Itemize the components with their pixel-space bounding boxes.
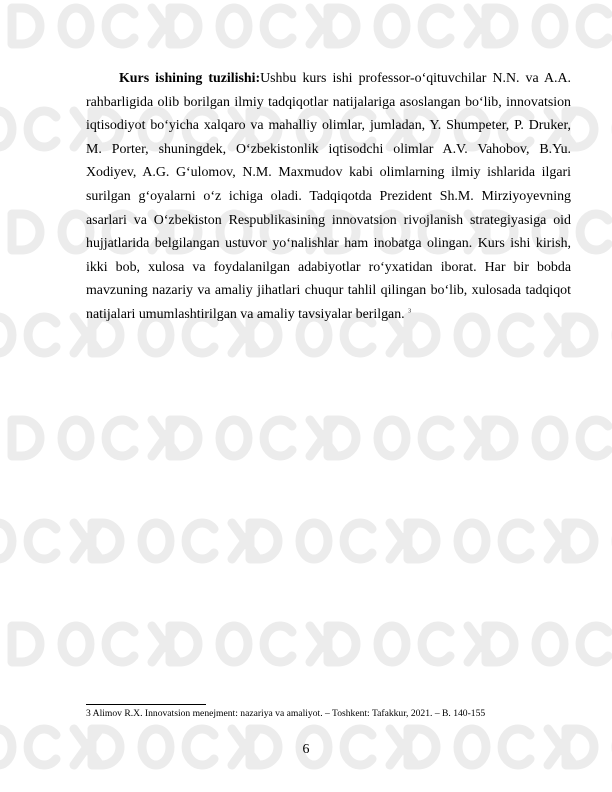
footnote-reference: 3 — [408, 308, 412, 315]
watermark-glyph — [328, 8, 494, 44]
watermark-glyph — [566, 523, 612, 559]
watermark-glyph — [328, 420, 494, 456]
watermark-glyph — [0, 111, 100, 147]
paragraph-text: Ushbu kurs ishi professor-o‘qituvchilar N.N. va A.A. rahbarligida olib borilgan ilmiy tadqiqotlar natijalariga asoslangan bo‘lib, innovatsion iqtisodiyot bo‘yicha xalqaro va mahalliy olimlar, jumladan, Y. Shumpeter, P. Druker, M. Porter, shuningdek, O‘zbekistonlik iqtisodchi olimlar A.V. Vahobov, B.Yu. Xodiyev, A.G. G‘ulomov, N.M. Maxmudov kabi olimlarning ilmiy ishlarida ilgari surilgan g‘oyalarni o‘z ichiga oladi. Tadqiqotda Prezident Sh.M. Mirziyoyevning asarlari va O‘zbekiston Respublikasining innovatsion rivojlanish strategiyasiga oid hujjatlarida belgilangan ustuvor yo‘nalishlar ham inobatga olingan. Kurs ishi kirish, ikki bob, xulosa va foydalanilgan adabiyotlar ro‘yxatidan iborat. Har bir bobda mavzuning nazariy va amaliy jihatlari chuqur tahlil qilingan bo‘lib, xulosada tadqiqot natijalari umumlashtirilgan va amaliy tavsiyalar berilgan. — [86, 71, 571, 322]
watermark-glyph — [0, 317, 100, 353]
paragraph-lead-heading: Kurs ishining tuzilishi: — [119, 71, 261, 86]
watermark-glyph — [170, 626, 336, 662]
watermark-glyph — [250, 523, 416, 559]
watermark-glyph — [486, 626, 612, 662]
watermark-glyph — [170, 420, 336, 456]
watermark-glyph — [328, 626, 494, 662]
watermark-glyph — [12, 8, 178, 44]
watermark-glyph — [566, 111, 612, 147]
watermark-glyph — [408, 523, 574, 559]
watermark-glyph — [92, 523, 258, 559]
watermark-glyph — [566, 317, 612, 353]
watermark-glyph — [170, 8, 336, 44]
footnote: 3 Alimov R.X. Innovatsion menejment: nazariya va amaliyot. – Toshkent: Tafakkur, 2021. – B. 140-155 — [86, 708, 486, 719]
main-content — [86, 67, 571, 327]
watermark-glyph — [12, 626, 178, 662]
watermark-glyph — [486, 8, 612, 44]
body-paragraph — [86, 67, 571, 327]
watermark-glyph — [12, 420, 178, 456]
watermark-glyph — [0, 523, 100, 559]
page-number: 6 — [302, 742, 310, 757]
footnote-separator — [86, 704, 206, 705]
watermark-glyph — [486, 420, 612, 456]
